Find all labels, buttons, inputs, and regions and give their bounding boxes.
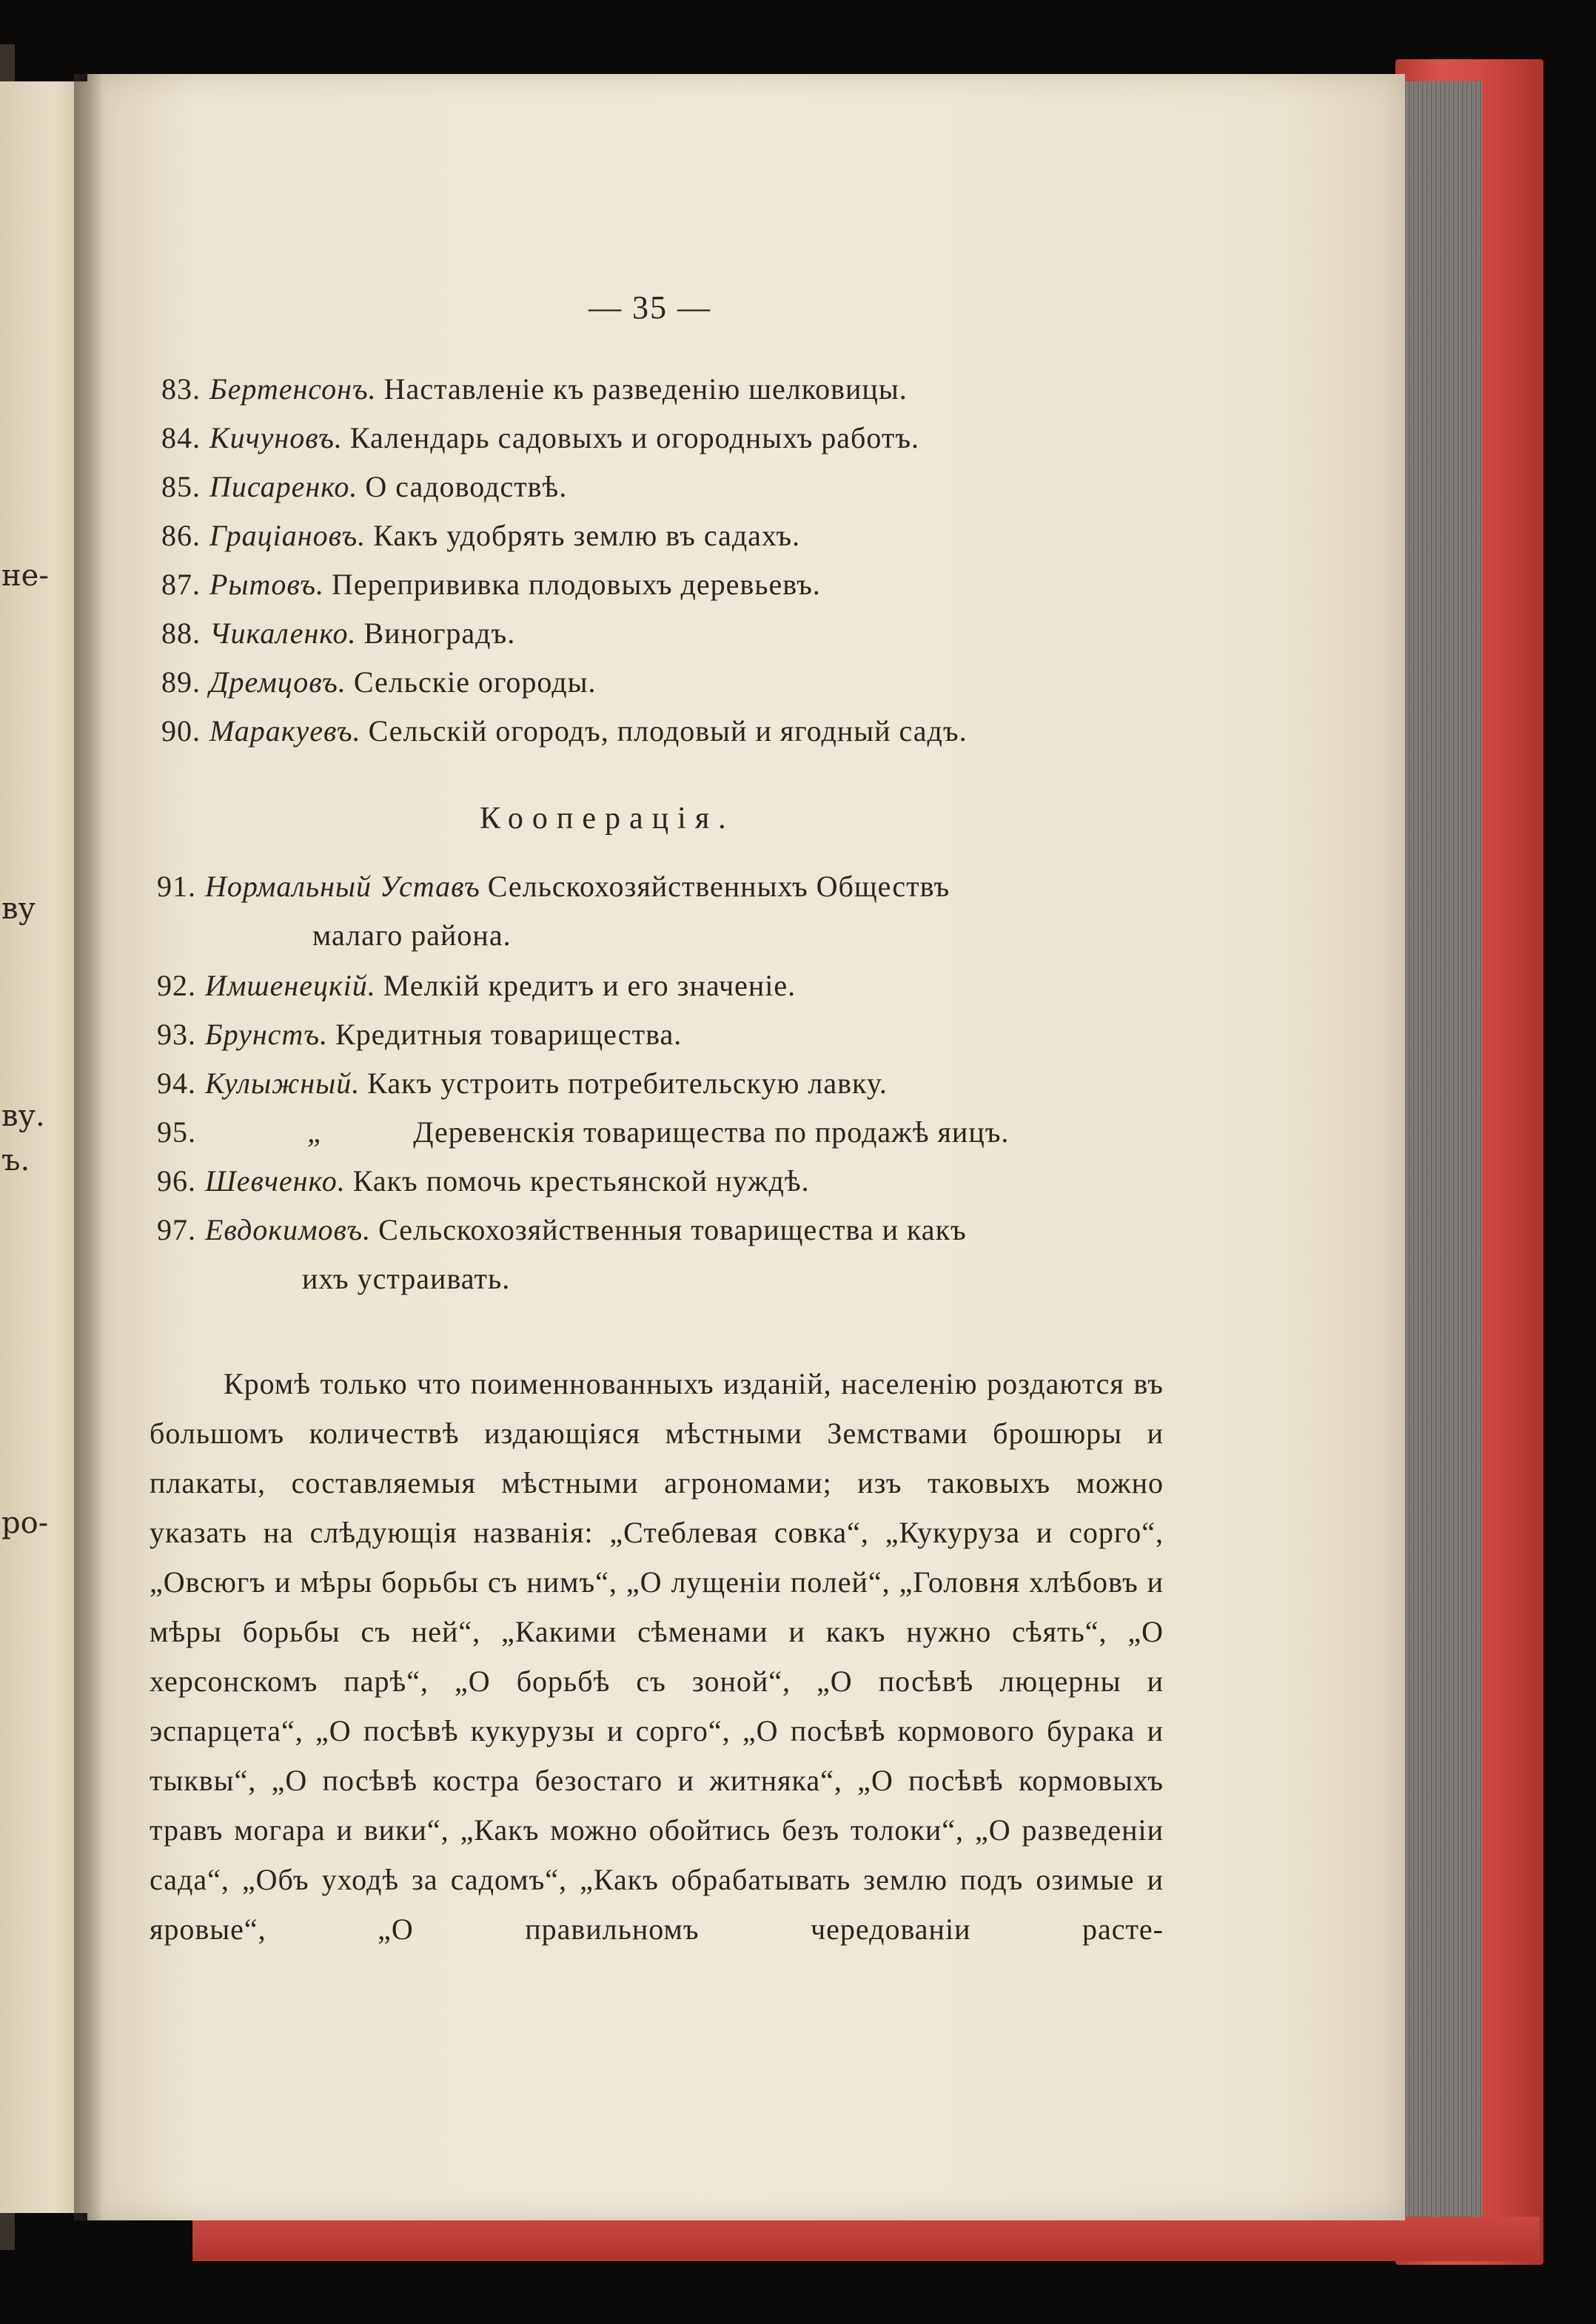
paragraph-text: Кромѣ только что поименнованныхъ изданій, населенію роздаются въ большомъ количествѣ издающіяся мѣстными Земствами брошюры и плакаты, составляемыя мѣстными агрономами; изъ таковыхъ можно указать на слѣдующія названія: „Стеблевая совка“, „Кукуруза и сорго“, „Овсюгъ и мѣры борьбы съ нимъ“, „О лущеніи полей“, „Головня хлѣбовъ и мѣры борьбы съ ней“, „Какими сѣменами и какъ нужно сѣять“, „О херсонскомъ парѣ“, „О борьбѣ съ зоной“, „О посѣвѣ люцерны и эспарцета“, „О посѣвѣ кукурузы и сорго“, „О посѣвѣ кормового бурака и тыквы“, „О посѣвѣ костра безостаго и житняка“, „О посѣвѣ кормовыхъ травъ могара и вики“, „Какъ можно обойтись безъ толоки“, „О разведеніи сада“, „Объ уходѣ за садомъ“, „Какъ обрабатывать землю подъ озимые и яровые“, „О правильномъ чередованіи расте- [150, 1367, 1164, 1946]
entry-title: Виноградъ. [363, 617, 516, 650]
entry-author: Имшенецкій. [205, 969, 376, 1002]
prev-page-fragment: ъ. [1, 1143, 30, 1178]
bibliography-entry [157, 1211, 967, 1295]
entry-title: Мелкій кредитъ и его значеніе. [383, 969, 797, 1002]
bibliography-entry [161, 468, 567, 506]
body-paragraph [150, 1359, 1164, 1954]
entry-title: Какъ устроить потребительскую лавку. [367, 1067, 888, 1100]
entry-number: 89. [161, 665, 201, 699]
entry-author: Маракуевъ. [209, 714, 361, 748]
entry-title: Сельскохозяйственныхъ Обществъ [487, 870, 950, 903]
prev-page-fragment: ро- [1, 1506, 49, 1540]
entry-title: Календарь садовыхъ и огородныхъ работъ. [349, 421, 920, 454]
entry-title: Наставленіе къ разведенію шелковицы. [383, 372, 908, 406]
entry-number: 93. [157, 1018, 196, 1051]
entry-title: Деревенскія товарищества по продажѣ яицъ. [413, 1115, 1010, 1149]
entry-number: 90. [161, 714, 201, 748]
entry-number: 84. [161, 421, 201, 454]
bibliography-entry [161, 663, 597, 702]
bibliography-entry [157, 1015, 682, 1054]
entry-number: 94. [157, 1067, 196, 1100]
entry-author: Рытовъ. [209, 568, 325, 601]
entry-number: 96. [157, 1164, 196, 1198]
entry-number: 97. [157, 1213, 196, 1246]
entry-number: 91. [157, 870, 196, 903]
entry-author: Брунстъ. [205, 1018, 329, 1051]
entry-author: Бертенсонъ. [209, 372, 377, 406]
entry-title: О садоводствѣ. [365, 470, 568, 503]
entry-author: Граціановъ. [209, 519, 366, 552]
entry-author: Евдокимовъ. [205, 1213, 372, 1246]
entry-author: Кулыжный. [205, 1067, 361, 1100]
gutter-shadow [74, 74, 104, 2220]
entry-title: Сельскіе огороды. [353, 665, 597, 699]
prev-page-fragment: не- [1, 559, 49, 593]
bibliography-entry [161, 614, 515, 653]
entry-author: Нормальный Уставъ [205, 870, 480, 903]
entry-number: 86. [161, 519, 201, 552]
bibliography-entry [161, 419, 919, 457]
entry-title: Сельскохозяйственныя товарищества и какъ [378, 1213, 967, 1246]
entry-author: Писаренко. [209, 470, 358, 503]
entry-number: 85. [161, 470, 201, 503]
bibliography-entry [157, 867, 950, 952]
entry-number: 92. [157, 969, 196, 1002]
entry-author: Дремцовъ. [209, 665, 346, 699]
entry-title: Сельскій огородъ, плодовый и ягодный садъ. [368, 714, 968, 748]
entry-title-continuation: ихъ устраивать. [302, 1262, 511, 1295]
entry-author-ditto: „ [307, 1115, 325, 1149]
entry-title: Какъ помочь крестьянской нуждѣ. [352, 1164, 810, 1198]
bibliography-entry [161, 565, 821, 604]
section-heading: Кооперація. [480, 802, 735, 836]
entry-author: Шевченко. [205, 1164, 346, 1198]
entry-title-continuation: малаго района. [312, 918, 512, 952]
bibliography-entry [161, 517, 800, 555]
prev-page-fragment: ву [1, 892, 36, 926]
entry-author: Чикаленко. [209, 617, 357, 650]
book-cover-bottom [192, 2217, 1540, 2261]
entry-number: 95. [157, 1115, 196, 1149]
entry-number: 87. [161, 568, 201, 601]
entry-title: Какъ удобрять землю въ садахъ. [373, 519, 801, 552]
bibliography-entry [161, 370, 908, 409]
page-edges [1392, 81, 1482, 2243]
entry-number: 83. [161, 372, 201, 406]
bibliography-entry [157, 1162, 810, 1200]
entry-title: Кредитныя товарищества. [335, 1018, 683, 1051]
entry-author: Кичуновъ. [209, 421, 343, 454]
bibliography-entry [157, 1113, 1009, 1152]
page-number: — 35 — [589, 289, 711, 326]
entry-title: Перепрививка плодовыхъ деревьевъ. [332, 568, 821, 601]
bibliography-entry [161, 712, 968, 750]
bibliography-entry [157, 1064, 888, 1103]
prev-page-fragment: ву. [1, 1099, 45, 1133]
bibliography-entry [157, 967, 796, 1005]
entry-number: 88. [161, 617, 201, 650]
